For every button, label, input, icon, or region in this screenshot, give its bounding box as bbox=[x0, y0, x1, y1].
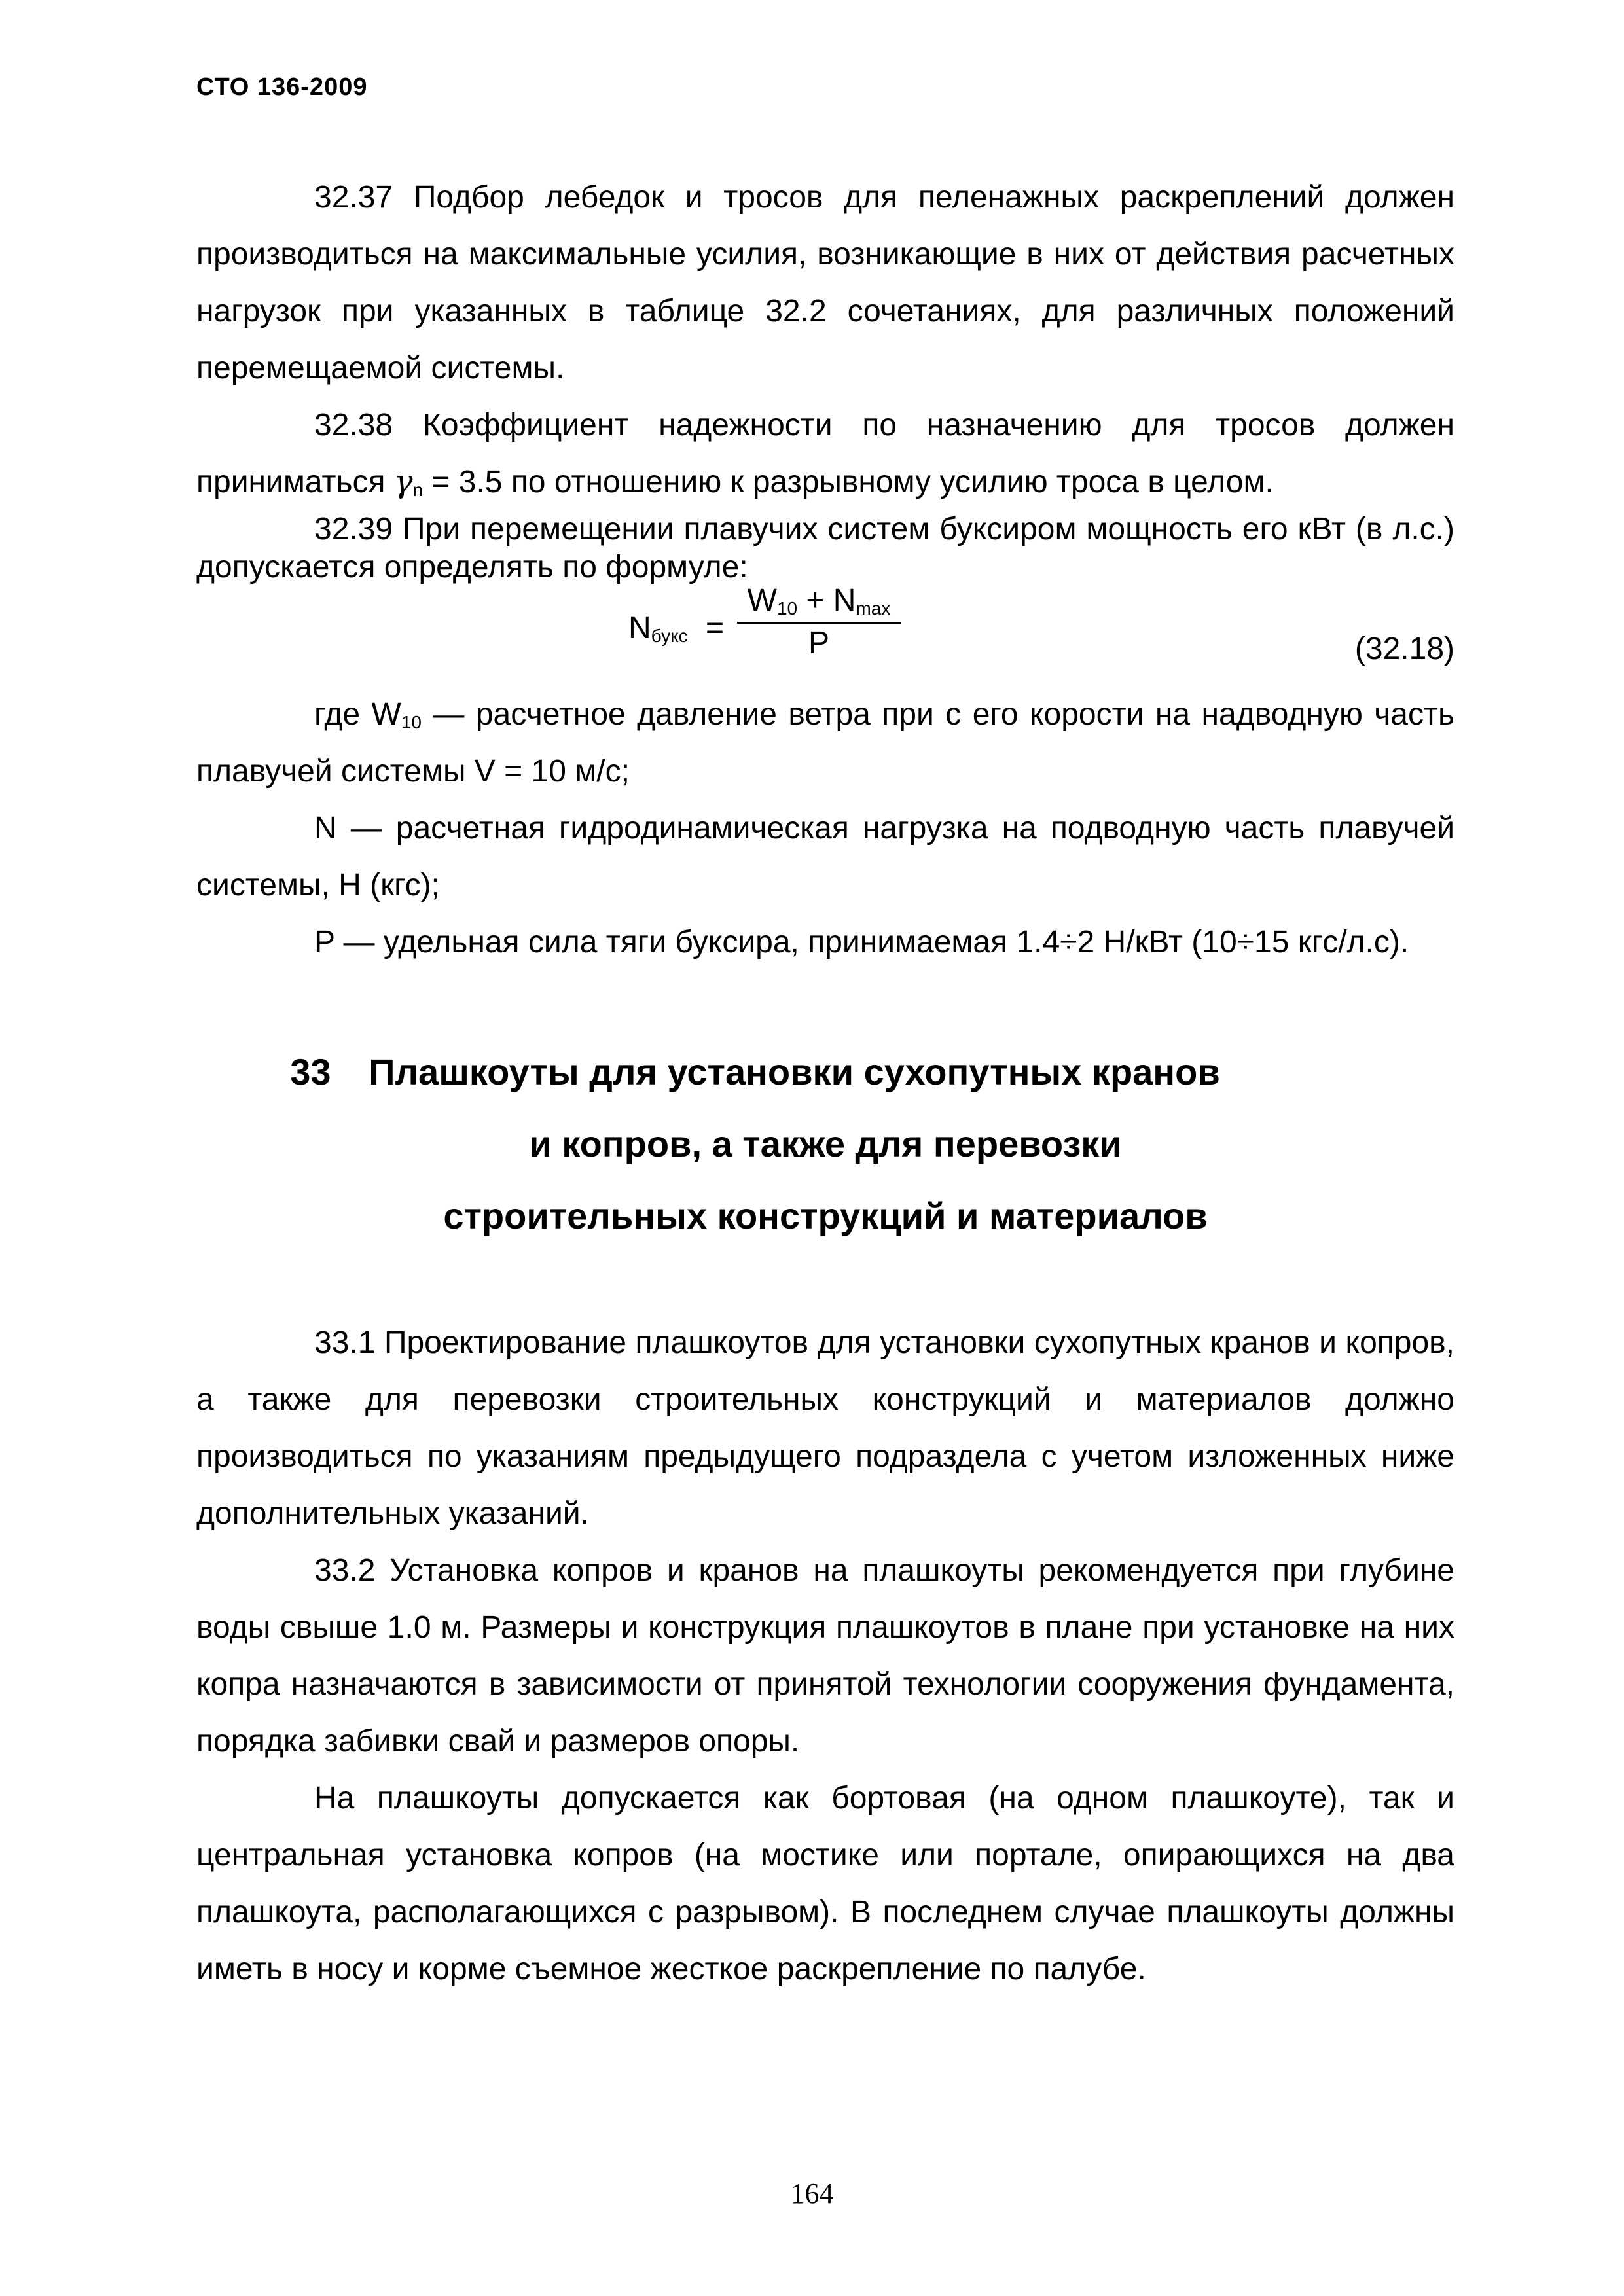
section-heading-33 bbox=[196, 1036, 1454, 1252]
section-title-1: Плашкоуты для установки сухопутных кранов bbox=[369, 1051, 1220, 1092]
section-heading-line-3: строительных конструкций и материалов bbox=[443, 1195, 1208, 1236]
paragraph-32-38 bbox=[196, 397, 1454, 511]
formula-fraction bbox=[737, 581, 901, 663]
definition-w10-prefix: где W bbox=[314, 697, 401, 732]
paragraph-32-39: 32.39 При перемещении плавучих систем буксиром мощность его кВт (в л.с.) допускается определять по формуле: bbox=[196, 512, 1454, 584]
paragraph-33-2-continued: На плашкоуты допускается как бортовая (на одном плашкоуте), так и центральная установка копров (на мостике или портале, опирающихся на два плашкоута, располагающихся с разрывом). В последнем случае плашкоуты должны иметь в носу и корме съемное жесткое раскрепление по палубе. bbox=[196, 1781, 1454, 1986]
definition-w10-text: — расчетное давление ветра при с его корости на надводную часть плавучей системы V = 10 м/с; bbox=[196, 697, 1454, 789]
paragraph-33-1: 33.1 Проектирование плашкоутов для установки сухопутных кранов и копров, а также для перевозки строительных конструкций и материалов должно производиться по указаниям предыдущего подраздела с учетом изложенных ниже дополнительных указаний. bbox=[196, 1325, 1454, 1531]
definition-n: N — расчетная гидродинамическая нагрузка на подводную часть плавучей системы, Н (кгс); bbox=[196, 811, 1454, 903]
numerator-w-subscript: 10 bbox=[776, 598, 798, 619]
paragraph-32-37: 32.37 Подбор лебедок и тросов для пеленажных раскреплений должен производиться на максимальные усилия, возникающие в них от действия расчетных нагрузок при указанных в таблице 32.2 сочетаниях, для различных положений перемещаемой системы. bbox=[196, 180, 1454, 386]
page-body bbox=[196, 169, 1454, 1998]
formula-lhs bbox=[628, 600, 688, 656]
formula-32-18 bbox=[196, 581, 1454, 686]
formula-lhs-subscript: букс bbox=[651, 626, 688, 646]
paragraph-32-38-tail: = 3.5 по отношению к разрывному усилию троса в целом. bbox=[423, 465, 1274, 499]
formula-numerator bbox=[737, 581, 901, 624]
gamma-symbol: γ bbox=[393, 463, 413, 500]
formula-number: (32.18) bbox=[1354, 632, 1454, 666]
formula-denominator: P bbox=[808, 626, 829, 660]
definition-p: P — удельная сила тяги буксира, принимаемая 1.4÷2 Н/кВт (10÷15 кгс/л.с). bbox=[314, 925, 1409, 960]
section-heading-line-1 bbox=[196, 1036, 1454, 1108]
section-number: 33 bbox=[290, 1051, 331, 1092]
gamma-subscript: n bbox=[412, 480, 424, 500]
definition-w10-subscript: 10 bbox=[401, 712, 422, 732]
section-heading-line-2: и копров, а также для перевозки bbox=[529, 1123, 1122, 1164]
paragraph-33-2: 33.2 Установка копров и кранов на плашкоуты рекомендуется при глубине воды свыше 1.0 м. Размеры и конструкция плашкоутов в плане при установке на них копра назначаются в зависимости от принятой технологии сооружения фундамента, порядка забивки свай и размеров опоры. bbox=[196, 1553, 1454, 1759]
numerator-w: W bbox=[747, 583, 777, 618]
numerator-n-subscript: max bbox=[856, 598, 891, 619]
numerator-plus-n: + N bbox=[797, 583, 856, 618]
page-number: 164 bbox=[790, 2178, 834, 2210]
formula-equals: = bbox=[706, 611, 725, 645]
paragraph-32-38-text: 32.38 Коэффициент надежности по назначению для тросов должен приниматься bbox=[196, 408, 1454, 499]
document-code: СТО 136-2009 bbox=[196, 73, 368, 101]
formula-lhs-symbol: N bbox=[628, 611, 651, 645]
definition-w10 bbox=[196, 686, 1454, 800]
